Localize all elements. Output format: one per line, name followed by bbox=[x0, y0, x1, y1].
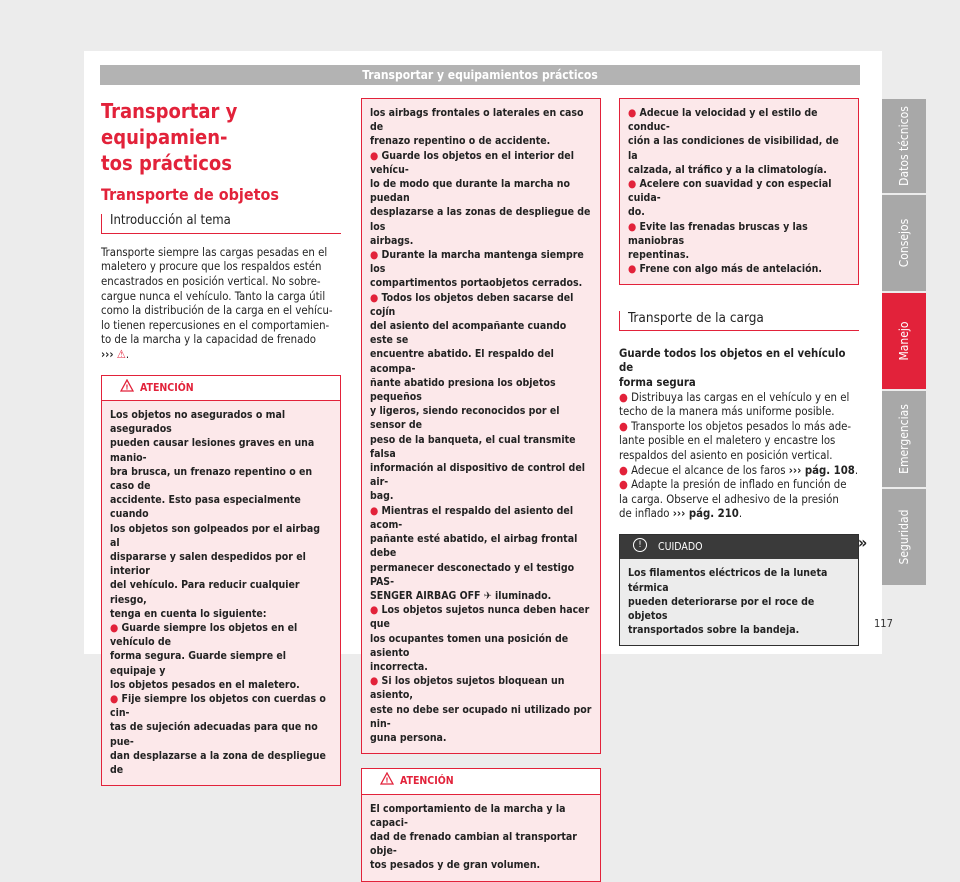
bullet-icon: ● bbox=[370, 249, 382, 262]
bullet-icon: ● bbox=[628, 178, 640, 191]
list-item: ● Guarde los objetos en el interior del vehícu- bbox=[370, 149, 574, 176]
warning-label: ATENCIÓN bbox=[400, 775, 454, 788]
bullet-icon: ● bbox=[110, 622, 122, 635]
warning-box-2 bbox=[361, 768, 601, 881]
page-number: 117 bbox=[874, 617, 893, 630]
bullet-icon: ● bbox=[619, 419, 632, 433]
warning-box-continued bbox=[619, 98, 859, 285]
list-item: ● Adapte la presión de inflado en función de bbox=[619, 478, 847, 492]
bullet-icon: ● bbox=[370, 291, 382, 304]
bullet-icon: ● bbox=[628, 220, 640, 233]
svg-text:!: ! bbox=[385, 776, 389, 785]
bullet-icon: ● bbox=[110, 693, 122, 706]
caution-body: Los filamentos eléctricos de la luneta térmica pueden deteriorarse por el roce de objetos transportados sobre la bandeja. bbox=[628, 567, 828, 637]
page-reference-link[interactable]: ››› pág. 210 bbox=[672, 507, 739, 521]
list-item: ● Durante la marcha mantenga siempre los bbox=[370, 249, 584, 276]
bullet-icon: ● bbox=[628, 107, 640, 119]
warning-triangle-icon bbox=[120, 379, 134, 396]
list-item: ● Los objetos sujetos nunca deben hacer que bbox=[370, 604, 590, 631]
warning-label: ATENCIÓN bbox=[140, 381, 194, 394]
warning-box-continued bbox=[361, 98, 601, 754]
warning-box bbox=[101, 375, 341, 787]
bullet-icon: ● bbox=[619, 463, 632, 477]
subsection-heading: Transporte de la carga bbox=[619, 311, 859, 330]
list-item: ● Guarde siempre los objetos en el vehículo de bbox=[110, 622, 298, 649]
warning-body: Los objetos no asegurados o mal asegurados pueden causar lesiones graves en una manio- bra brusca, un frenazo repentino o en caso de accidente. Esto pasa especialmente cuando los objetos son golpeados por el airbag al dispararse y salen despedidos por el interior del vehículo. Para reducir cualquier riesgo, tenga en cuenta lo siguiente: ● Guarde siempre los objetos en el vehículo de forma segura. Guarde siempre el equipaje y los objetos pesados en el maletero. ● Fije siempre los objetos con cuerdas o cin- tas de sujeción adecuadas para que no pue- dan desplazarse a la zona de despliegue de bbox=[102, 401, 340, 785]
list-item: ● Todos los objetos deben sacarse del cojín bbox=[370, 291, 574, 318]
chapter-title-line-1: Transportar y equipamien- bbox=[101, 99, 238, 149]
list-item: ● Adecue la velocidad y el estilo de conduc- bbox=[628, 107, 818, 134]
info-circle-icon: ! bbox=[633, 538, 647, 552]
tab-seguridad[interactable]: Seguridad bbox=[882, 489, 926, 585]
list-item: ● Adecue el alcance de los faros ››› pág. 108. bbox=[619, 463, 859, 477]
list-item: ● Transporte los objetos pesados lo más ade- bbox=[619, 419, 852, 433]
warning-triangle-icon bbox=[380, 772, 394, 789]
list-item: ● Distribuya las cargas en el vehículo y en el bbox=[619, 390, 850, 404]
list-item: ● Frene con algo más de antelación. bbox=[628, 263, 822, 276]
tab-manejo[interactable]: Manejo bbox=[882, 293, 926, 389]
intro-reference[interactable]: ››› ⚠. bbox=[101, 347, 130, 361]
caution-label: CUIDADO bbox=[658, 540, 703, 553]
bullet-icon: ● bbox=[628, 263, 640, 276]
chapter-title bbox=[101, 98, 341, 176]
caution-header bbox=[620, 535, 858, 559]
tab-consejos[interactable]: Consejos bbox=[882, 195, 926, 291]
subsection-heading: Introducción al tema bbox=[101, 214, 341, 233]
intro-paragraph: Transporte siempre las cargas pesadas en el maletero y procure que los respaldos estén encastrados en posición vertical. No sobre- cargue nunca el vehículo. Tanto la carga útil como la distribución de la carga en el vehícu- lo tienen repercusiones en el comportamien- to de la marcha y la capacidad de frenado ››› ⚠. bbox=[101, 246, 341, 363]
list-item: ● Evite las frenadas bruscas y las maniobras bbox=[628, 220, 808, 247]
svg-text:!: ! bbox=[125, 383, 129, 392]
bullet-icon: ● bbox=[370, 604, 382, 617]
bullet-icon: ● bbox=[370, 675, 382, 688]
tab-datos-tecnicos[interactable]: Datos técnicos bbox=[882, 99, 926, 193]
section-title: Transporte de objetos bbox=[101, 185, 279, 204]
warning-header bbox=[102, 376, 340, 401]
page-reference-link[interactable]: ››› pág. 108 bbox=[788, 463, 855, 477]
list-item: ● Si los objetos sujetos bloquean un asiento, bbox=[370, 675, 565, 702]
column-1 bbox=[101, 98, 341, 786]
page-header: Transportar y equipamientos prácticos bbox=[100, 65, 860, 85]
caution-box bbox=[619, 534, 859, 646]
bullet-icon: ● bbox=[619, 390, 632, 404]
chapter-title-line-2: tos prácticos bbox=[101, 151, 233, 175]
reference-arrow: ››› bbox=[101, 347, 114, 361]
bullet-icon: ● bbox=[370, 504, 382, 517]
tab-emergencias[interactable]: Emergencias bbox=[882, 391, 926, 487]
cargo-section: Guarde todos los objetos en el vehículo de forma segura ● Distribuya las cargas en el vehículo y en el techo de la manera más uniforme posible. ● Transporte los objetos pesados lo más ade- lante posible en el maletero y encastre los respaldos del asiento en posición vertical. ● Adecue el alcance de los faros ››› pág. 108. ● Adapte la presión de inflado en función de la carga. Observe el adhesivo de la presión de inflado ››› pág. 210. bbox=[619, 346, 859, 521]
bullet-icon: ● bbox=[619, 478, 632, 492]
warning-body: ● Adecue la velocidad y el estilo de conduc- ción a las condiciones de visibilidad, de la calzada, al tráfico y a la climatología. ● Acelere con suavidad y con especial cuida- do. ● Evite las frenadas bruscas y las maniobras repentinas. ● Frene con algo más de antelación. bbox=[620, 99, 858, 284]
warning-body: los airbags frontales o laterales en caso de frenazo repentino o de accidente. ● Guarde los objetos en el interior del vehícu- lo de modo que durante la marcha no puedan desplazarse a las zonas de despliegue de los airbags. ● Durante la marcha mantenga siempre los compartimentos portaobjetos cerrados. ● Todos los objetos deben sacarse del cojín del asiento del acompañante cuando este se encuentre abatido. El respaldo del acompa- ñante abatido presiona los objetos pequeños y ligeros, siendo reconocidos por el sensor de peso de la banqueta, el cual transmite falsa información al dispositivo de control del air- bag. ● Mientras el respaldo del asiento del acom- pañante esté abatido, el airbag frontal debe permanecer desconectado y el testigo PAS- SENGER AIRBAG OFF ✈ iluminado. ● Los objetos sujetos nunca deben hacer que los ocupantes tomen una posición de asiento incorrecta. ● Si los objetos sujetos bloquean un asiento, este no debe ser ocupado ni utilizado por nin- guna persona. bbox=[370, 107, 592, 744]
warning-body: El comportamiento de la marcha y la capaci- dad de frenado cambian al transportar obje- tos pesados y de gran volumen. bbox=[370, 802, 577, 872]
list-item: ● Acelere con suavidad y con especial cuida- bbox=[628, 178, 832, 205]
warning-header bbox=[362, 769, 600, 794]
list-item: ● Mientras el respaldo del asiento del acom- bbox=[370, 504, 574, 531]
column-3 bbox=[619, 98, 859, 646]
column-2 bbox=[361, 98, 601, 882]
warning-triangle-icon: ⚠ bbox=[116, 347, 126, 361]
list-item: ● Fije siempre los objetos con cuerdas o cin- bbox=[110, 693, 326, 720]
continue-arrow-icon: » bbox=[858, 533, 868, 552]
bullet-icon: ● bbox=[370, 149, 382, 162]
